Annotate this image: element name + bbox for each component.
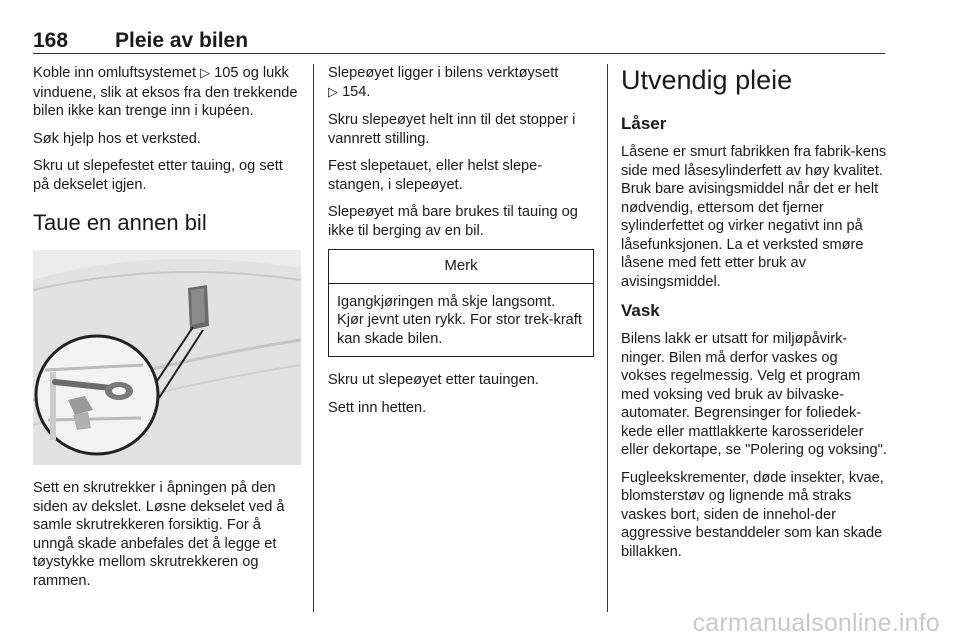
column-left bbox=[33, 64, 301, 599]
section-heading: Taue en annen bil bbox=[33, 210, 207, 235]
running-title: Pleie av bilen bbox=[115, 29, 249, 52]
paragraph: Slepeøyet må bare brukes til tauing og ikke til berging av en bil. bbox=[328, 204, 578, 239]
page-header bbox=[33, 29, 885, 54]
paragraph: Fest slepetauet, eller helst slepe-stangen, i slepeøyet. bbox=[328, 158, 543, 193]
subheading-locks: Låser bbox=[621, 114, 667, 133]
page-number: 168 bbox=[33, 29, 69, 52]
note-body: Igangkjøringen må skje langsomt. Kjør jevnt uten rykk. For stor trek-kraft kan skade bilen. bbox=[337, 293, 582, 347]
column-middle bbox=[328, 64, 594, 426]
column-divider-left bbox=[313, 64, 314, 612]
column-divider-right bbox=[607, 64, 608, 612]
paragraph: Fugleekskrementer, døde insekter, kvae, blomsterstøv og lignende må straks vaskes bort, siden de innehol-der aggressive bestanddeler som kan skade billakken. bbox=[621, 469, 884, 560]
paragraph: Koble inn omluftsystemet ▷ 105 og lukk vinduene, slik at eksos fra den trekkende bilen ikke kan trenge inn i kupéen. bbox=[33, 65, 298, 119]
paragraph: Søk hjelp hos et verksted. bbox=[33, 130, 201, 147]
column-right bbox=[621, 64, 887, 570]
watermark: carmanualsonline.info bbox=[692, 609, 940, 637]
paragraph: Skru ut slepefestet etter tauing, og sett på dekselet igjen. bbox=[33, 158, 283, 193]
paragraph: Låsene er smurt fabrikken fra fabrik-kens side med låsesylinderfett av høy kvalitet. Bruk bare avisingsmiddel når det er helt nødvendig, ettersom det fjerner sylinderfettet og virker negativt inn på låsefunksjonen. La et verksted smøre låsene med fett etter bruk av avisingsmiddel. bbox=[621, 144, 887, 290]
tow-eye-cover-illustration bbox=[33, 250, 301, 465]
paragraph: Slepeøyet ligger i bilens verktøysett ▷ 154. bbox=[328, 65, 559, 100]
subheading-wash: Vask bbox=[621, 301, 660, 320]
paragraph: Skru slepeøyet helt inn til det stopper i vannrett stilling. bbox=[328, 112, 576, 147]
triangle-right-icon: ▷ bbox=[200, 66, 211, 81]
page-reference-link[interactable]: 154. bbox=[342, 83, 371, 100]
paragraph: Sett inn hetten. bbox=[328, 399, 427, 416]
note-title: Merk bbox=[329, 250, 593, 284]
figure-caption: Sett en skrutrekker i åpningen på den siden av dekslet. Løsne dekselet ved å samle skrutrekkeren forsiktig. For å unngå skade anbefales det å legge et tøystykke mellom skrutrekkeren og rammen. bbox=[33, 480, 285, 589]
triangle-right-icon: ▷ bbox=[328, 84, 338, 100]
chapter-heading: Utvendig pleie bbox=[621, 65, 793, 95]
paragraph: Bilens lakk er utsatt for miljøpåvirk-ninger. Bilen må derfor vaskes og vokses regelmessig. Velg et program med voksing ved bruk av bilvaske-automater. Begrensinger for foliedek-kede eller mattlakkerte karosserideler eller dekortape, se "Polering og voksing". bbox=[621, 331, 887, 458]
note-box bbox=[328, 249, 594, 357]
page-reference-link[interactable]: 105 bbox=[214, 65, 239, 81]
paragraph: Skru ut slepeøyet etter tauingen. bbox=[328, 372, 539, 388]
